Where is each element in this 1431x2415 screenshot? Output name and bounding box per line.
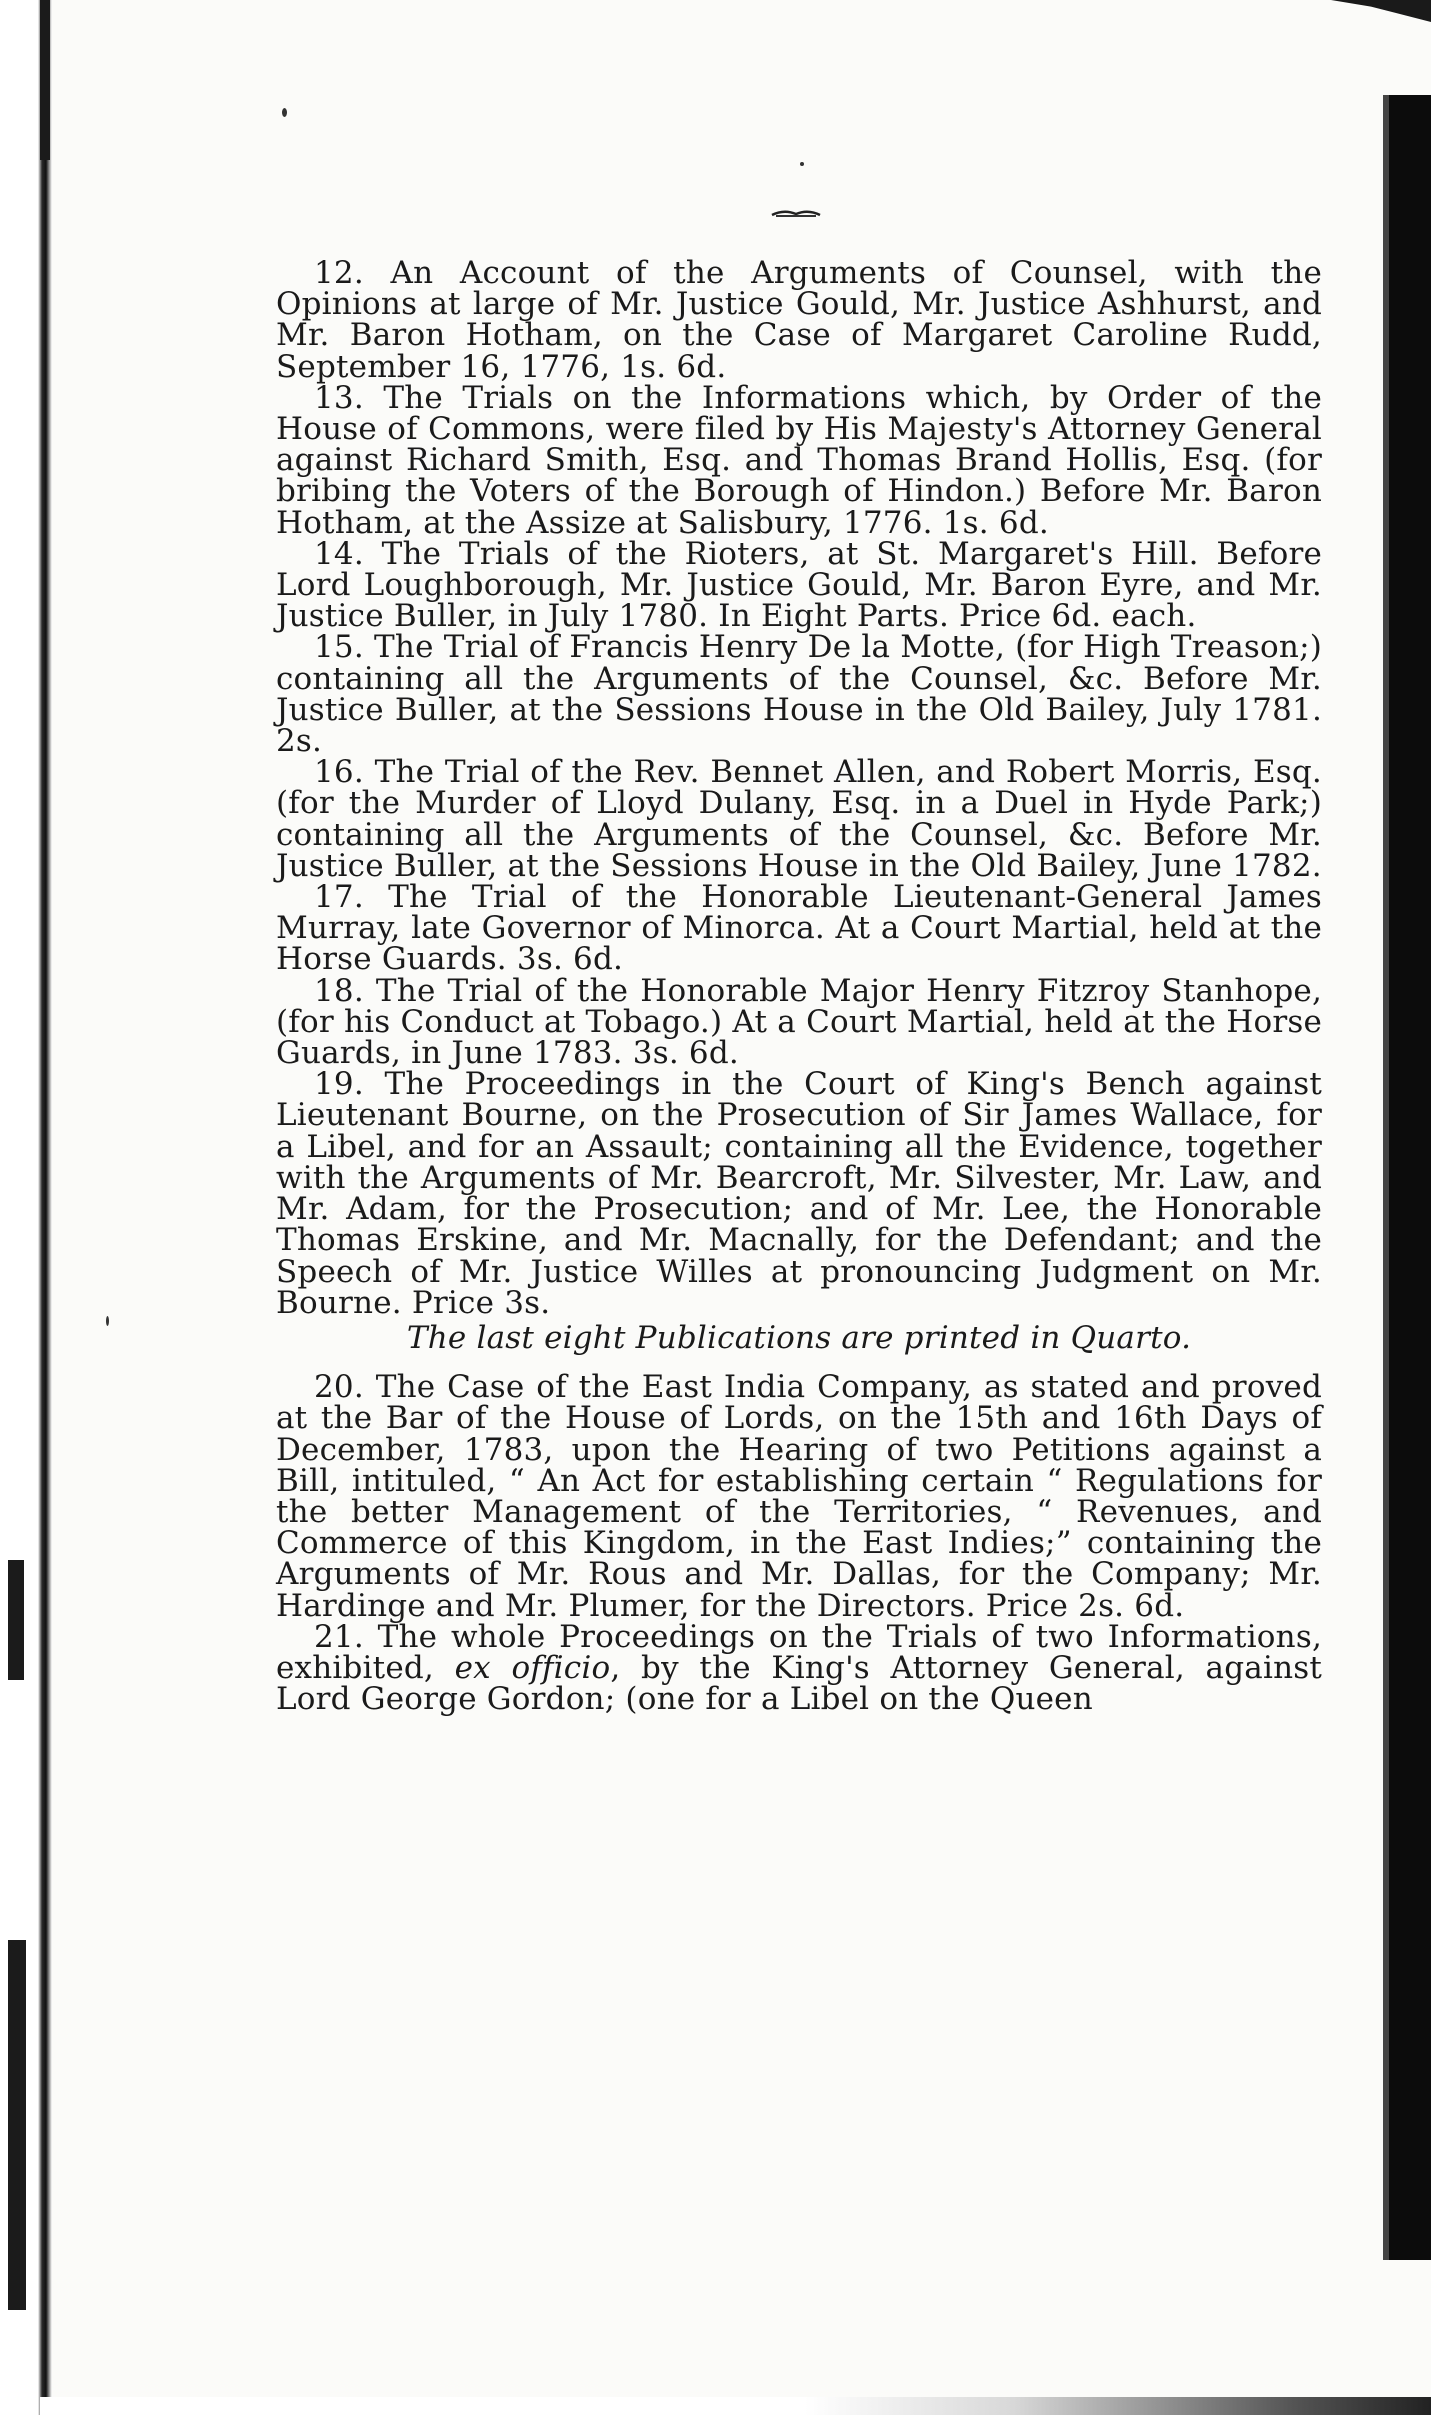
entry-number: 15. [314, 629, 364, 666]
entry-number: 12. [314, 255, 364, 291]
catalogue-entry-20 [276, 1369, 1322, 1624]
catalogue-entry-18 [276, 972, 1323, 1072]
left-edge-mark [8, 1560, 24, 1680]
entry-text: The Trial of the Honorable Major Henry Fitzroy Stanhope, (for his Conduct at Tobago.) At a Court Martial, held at the Horse Guards, in June 1783. 3s. 6d. [276, 972, 1323, 1072]
header-ornament-icon [770, 205, 822, 219]
entry-text: An Account of the Arguments of Counsel, with the Opinions at large of Mr. Justice Gould, Mr. Justice Ashhurst, and Mr. Baron Hotham, on the Case of Margaret Caroline Rudd, September 16, 1776, 1s. 6d. [276, 255, 1322, 385]
ink-speck [800, 162, 804, 166]
entry-text: The Proceedings in the Court of King's Bench against Lieutenant Bourne, on the Prosecution of Sir James Wallace, for a Libel, and for an Assault; containing all the Evidence, together with the Arguments of Mr. Bearcroft, Mr. Silvester, Mr. Law, and Mr. Adam, for the Prosecution; and of Mr. Lee, the Honorable Thomas Erskine, and Mr. Macnally, for the Defendant; and the Speech of Mr. Justice Willes at pronouncing Judgment on Mr. Bourne. Price 3s. [276, 1066, 1322, 1321]
entry-number: 20. [314, 1369, 364, 1406]
entry-number: 13. [314, 379, 364, 416]
entry-text: The Trial of the Rev. Bennet Allen, and Robert Morris, Esq. (for the Murder of Lloyd Dulany, Esq. in a Duel in Hyde Park;) containing all the Arguments of the Counsel, &c. Before Mr. Justice Buller, at the Sessions House in the Old Bailey, June 1782. [276, 754, 1322, 884]
entry-text: The Case of the East India Company, as stated and proved at the Bar of the House of Lords, on the 15th and 16th Days of December, 1783, upon the Hearing of two Petitions against a Bill, intituled, “ An Act for establishing certain “ Regulations for the better Management of the Territories, “ Revenues, and Commerce of this Kingdom, in the East Indies;” containing the Arguments of Mr. Rous and Mr. Dallas, for the Company; Mr. Hardinge and Mr. Plumer, for the Directors. Price 2s. 6d. [276, 1369, 1322, 1624]
left-edge-mark [8, 1940, 26, 2310]
entry-text: The Trials of the Rioters, at St. Margaret's Hill. Before Lord Loughborough, Mr. Justice Gould, Mr. Baron Eyre, and Mr. Justice Buller, in July 1780. In Eight Parts. Price 6d. each. [276, 535, 1323, 635]
catalogue-entry-17 [276, 879, 1322, 978]
entry-text: The Trials on the Informations which, by Order of the House of Commons, were filed by His Majesty's Attorney General against Richard Smith, Esq. and Thomas Brand Hollis, Esq. (for bribing the Voters of the Borough of Hindon.) Before Mr. Baron Hotham, at the Assize at Salisbury, 1776. 1s. 6d. [276, 379, 1322, 541]
entry-number: 19. [314, 1066, 364, 1103]
catalogue-entry-21 [276, 1618, 1323, 1718]
bottom-scan-edge [40, 2397, 1431, 2415]
catalogue-entry-14 [276, 535, 1323, 635]
entry-number: 16. [314, 754, 364, 791]
quarto-note: The last eight Publications are printed in Quarto. [406, 1319, 1192, 1356]
entry-text: The Trial of the Honorable Lieutenant-General James Murray, late Governor of Minorca. At a Court Martial, held at the Horse Guards. 3s. 6d. [276, 879, 1322, 978]
entry-number: 14. [314, 535, 364, 572]
ink-speck [106, 1316, 109, 1326]
entry-number: 21. [314, 1618, 364, 1655]
catalogue-entry-15 [276, 629, 1323, 760]
right-binding-edge [1389, 95, 1431, 2260]
ink-speck [282, 108, 287, 117]
catalogue-text [276, 255, 1323, 1718]
entry-text: The whole Proceedings on the Trials of two Informations, exhibited, [276, 1618, 1323, 1686]
catalogue-entry-12 [276, 255, 1322, 385]
left-edge-mark [40, 0, 50, 160]
entry-number: 17. [314, 879, 364, 916]
catalogue-entry-19 [276, 1066, 1322, 1321]
entry-italic-text: ex officio [454, 1649, 611, 1686]
catalogue-entry-16 [276, 754, 1322, 884]
top-right-corner-mark [1331, 0, 1431, 22]
entry-number: 18. [314, 972, 364, 1009]
entry-text: The Trial of Francis Henry De la Motte, (for High Treason;) containing all the Arguments of the Counsel, &c. Before Mr. Justice Buller, at the Sessions House in the Old Bailey, July 1781. 2s. [276, 629, 1323, 760]
catalogue-entry-13 [276, 379, 1322, 541]
entry-text: , by the King's Attorney General, against Lord George Gordon; (one for a Libel on the Queen [276, 1649, 1323, 1718]
